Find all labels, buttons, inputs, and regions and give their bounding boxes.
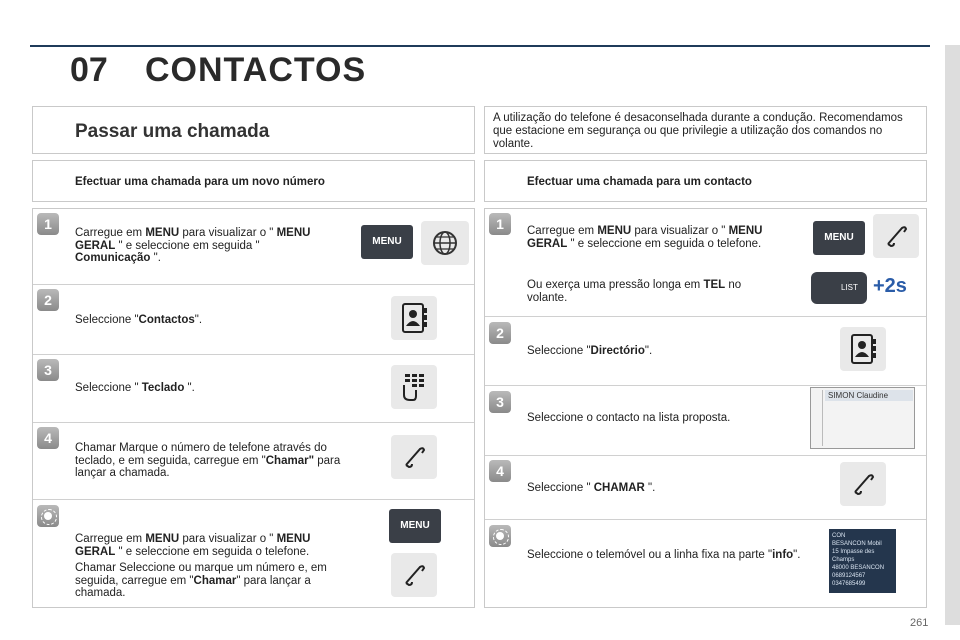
keypad-icon [391,365,437,409]
left-step-4-text: Chamar Marque o número de telefone através do teclado, e em seguida, carregue em "Chamar" para lançar a chamada. [75,442,341,479]
left-step-2-row [33,284,474,285]
right-steps-box [484,208,927,608]
phone-handset-icon [391,435,437,479]
menu-button-icon-2: MENU [389,509,441,543]
list-scrollbar [813,390,823,446]
globe-icon [421,221,469,265]
steering-tel-button-icon: LIST [811,272,867,304]
left-step-1-text: Carregue em MENU para visualizar o " MENU GERAL " e seleccione em seguida " Comunicação ". [75,227,311,264]
left-steps-box [32,208,475,608]
left-step-3-row [33,354,474,355]
right-step-3-text: Seleccione o contacto na lista proposta. [527,412,731,424]
right-step-4-row [485,455,926,456]
long-press-2s-icon: +2s [873,275,907,297]
right-step-3-row [485,385,926,386]
phone-handset-icon-4 [840,462,886,506]
right-step-1-badge: 1 [489,213,511,235]
step-1-badge: 1 [37,213,59,235]
phone-handset-icon-2 [391,553,437,597]
chapter-number: 07 [70,51,108,89]
right-tip-icon [489,525,511,547]
right-subtitle-box [484,160,927,202]
info-line: CON [832,533,846,539]
right-step-1-text: Carregue em MENU para visualizar o " MENU GERAL " e seleccione em seguida o telefone. [527,225,763,250]
left-tip-text-2: Chamar Seleccione ou marque um número e, em seguida, carregue em "Chamar" para lançar a chamada. [75,562,327,599]
left-tip-text-1: Carregue em MENU para visualizar o " MENU GERAL " e seleccione em seguida o telefone. [75,533,311,558]
page-number: 261 [910,617,929,629]
right-tip-text: Seleccione o telemóvel ou a linha fixa na parte "info". [527,549,801,561]
left-sub-title: Efectuar uma chamada para um novo número [75,176,325,188]
step-2-badge: 2 [37,289,59,311]
info-line: 0689124567 [832,573,866,579]
info-line: 0347685499 [832,581,866,587]
left-subtitle-box [32,160,475,202]
menu-button-icon: MENU [361,225,413,259]
left-tip-row [33,499,474,500]
right-step-2-row [485,316,926,317]
info-line: 48000 BESANCON [832,565,885,571]
left-title-box [32,106,475,154]
contact-info-screen [829,529,896,593]
right-note-box [484,106,927,154]
phone-handset-icon-3 [873,214,919,258]
header-rule [30,45,930,47]
right-step-4-text: Seleccione " CHAMAR ". [527,482,656,494]
left-step-2-text: Seleccione "Contactos". [75,314,203,326]
chapter-header [30,45,932,100]
contact-list-screen [810,387,915,449]
info-line: BESANCON Mobil [832,541,882,547]
side-tab-bar [945,45,960,625]
left-step-3-text: Seleccione " Teclado ". [75,382,195,394]
menu-button-icon-3: MENU [813,221,865,255]
safety-note: A utilização do telefone é desaconselhada durante a condução. Recomendamos que estacione em segurança ou que privilegie a utilização dos comandos no volante. [493,112,903,150]
right-step-2-badge: 2 [489,322,511,344]
right-step-2-text: Seleccione "Directório". [527,345,653,357]
info-line: 15 Impasse des Champs [832,549,875,563]
right-step-3-badge: 3 [489,391,511,413]
directory-icon [840,327,886,371]
step-3-badge: 3 [37,359,59,381]
left-step-4-row [33,422,474,423]
right-step-1-alt-text: Ou exerça uma pressão longa em TEL no volante. [527,279,742,304]
contacts-icon [391,296,437,340]
right-step-4-badge: 4 [489,460,511,482]
right-sub-title: Efectuar uma chamada para um contacto [527,176,752,188]
section-title: Passar uma chamada [75,121,270,142]
chapter-title: CONTACTOS [145,51,367,89]
step-4-badge: 4 [37,427,59,449]
contact-list-item: SIMON Claudine [825,390,913,401]
right-tip-row [485,519,926,520]
tip-icon [37,505,59,527]
